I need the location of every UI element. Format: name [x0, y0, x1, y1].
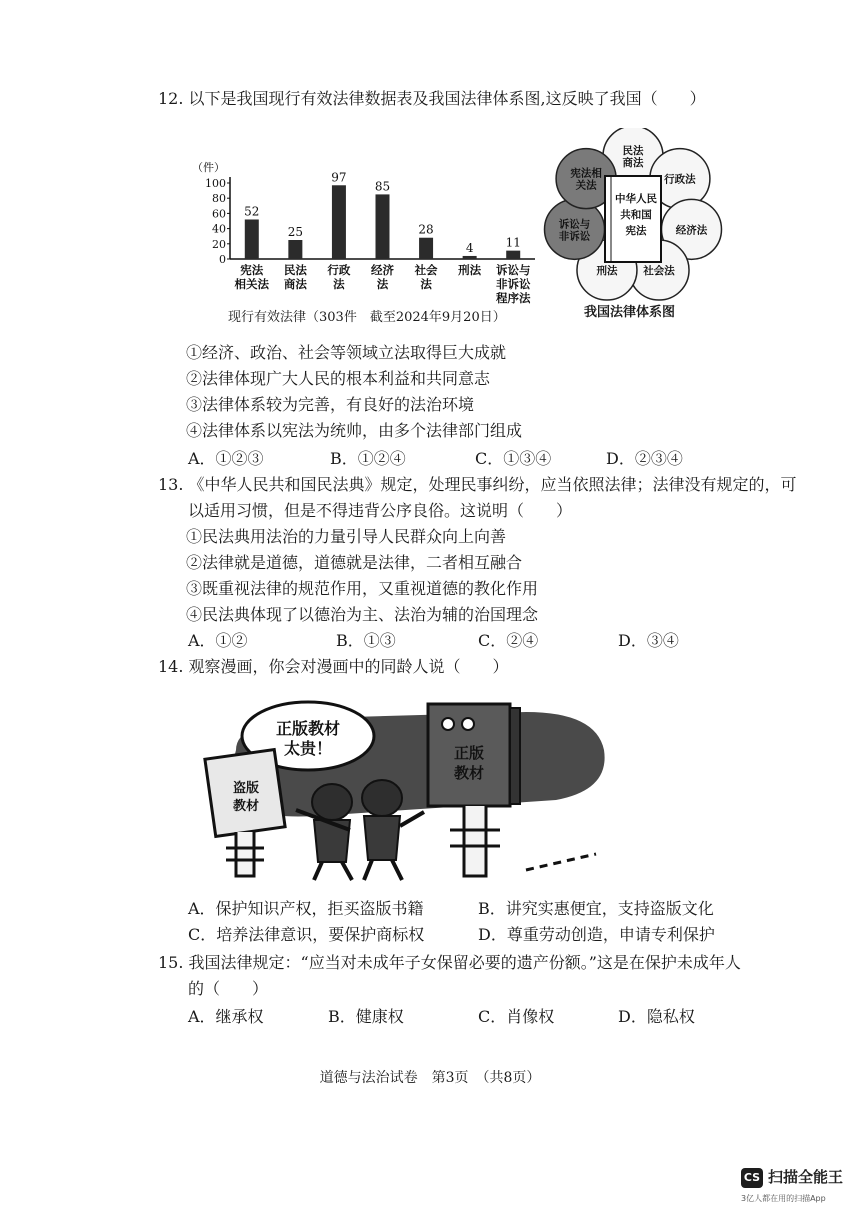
yuan-pillar-right	[464, 806, 486, 876]
category-label: 商法	[283, 277, 307, 291]
y-tick-label: 80	[212, 192, 226, 206]
bar-value-label: 4	[465, 240, 474, 255]
category-label: 程序法	[495, 291, 531, 305]
q15-stem-line1: 15. 我国法律规定：“应当对未成年子女保留必要的遗产份额。”这是在保护未成年人	[158, 953, 741, 972]
q14-option-c[interactable]: C．培养法律意识，要保护商标权	[188, 925, 425, 944]
constitution-label: 共和国	[620, 209, 652, 221]
camscanner-name: 扫描全能王	[768, 1168, 844, 1186]
q12-option-d[interactable]: D．②③④	[606, 449, 683, 468]
camscanner-logo-icon: CS	[741, 1168, 763, 1188]
piracy-cartoon	[196, 690, 616, 890]
bar-value-label: 52	[244, 204, 260, 219]
category-label: 法	[420, 277, 432, 291]
category-label: 法	[333, 277, 345, 291]
q12-option-b[interactable]: B．①②④	[330, 449, 406, 468]
q15-stem-line2: 的（ ）	[188, 979, 269, 998]
q12-stem: 12. 以下是我国现行有效法律数据表及我国法律体系图,这反映了我国（ ）	[158, 89, 706, 108]
q14-stem: 14. 观察漫画，你会对漫画中的同龄人说（ ）	[158, 657, 509, 676]
cartoon-bubble-line1: 正版教材	[275, 719, 341, 738]
bar	[506, 251, 520, 259]
q14-option-a[interactable]: A．保护知识产权，拒买盗版书籍	[188, 899, 424, 918]
bar	[419, 238, 433, 259]
pirated-book-line2: 教材	[232, 799, 260, 814]
constitution-label: 宪法	[625, 225, 647, 237]
q12-statement-1: ①经济、政治、社会等领域立法取得巨大成就	[186, 343, 507, 362]
law-branch-label: 非诉讼	[558, 230, 591, 243]
bar	[376, 194, 390, 259]
category-label: 社会	[414, 263, 438, 277]
bar-value-label: 11	[505, 235, 521, 250]
q13-option-d[interactable]: D．③④	[618, 631, 679, 650]
category-label: 非诉讼	[495, 277, 531, 291]
category-label: 行政	[327, 263, 351, 277]
q12-statement-4: ④法律体系以宪法为统帅，由多个法律部门组成	[186, 421, 523, 440]
q13-statement-1: ①民法典用法治的力量引导人民群众向上向善	[186, 527, 507, 546]
q15-option-a[interactable]: A．继承权	[188, 1007, 264, 1026]
law-branch-label: 商法	[622, 157, 644, 169]
law-bar-chart	[188, 155, 548, 325]
q12-option-c[interactable]: C．①③④	[475, 449, 552, 468]
q13-option-b[interactable]: B．①③	[336, 631, 396, 650]
q15-option-b[interactable]: B．健康权	[328, 1007, 404, 1026]
category-label: 民法	[283, 263, 307, 277]
footprint-trail	[526, 854, 596, 870]
law-branch-label: 关法	[575, 179, 597, 192]
category-label: 相关法	[234, 277, 270, 291]
law-branch-label: 经济法	[675, 224, 708, 237]
law-branch-label: 民法	[622, 145, 644, 157]
yuan-pillar-left	[236, 832, 254, 876]
law-branch-label: 社会法	[643, 265, 675, 278]
diagram-caption: 我国法律体系图	[584, 305, 676, 320]
q15-option-c[interactable]: C．肖像权	[478, 1007, 555, 1026]
law-branch-label: 刑法	[596, 265, 618, 278]
bar-value-label: 97	[331, 170, 347, 185]
bar	[332, 185, 346, 259]
y-tick-label: 40	[212, 222, 226, 236]
q13-statement-4: ④民法典体现了以德治为主、法治为辅的治国理念	[186, 605, 539, 624]
category-label: 法	[376, 277, 389, 291]
q13-stem-line2: 以适用习惯，但是不得违背公序良俗。这说明（ ）	[188, 501, 573, 520]
q13-option-c[interactable]: C．②④	[478, 631, 539, 650]
genuine-book-line1: 正版	[453, 744, 485, 762]
y-tick-label: 60	[212, 207, 226, 221]
category-label: 诉讼与	[495, 263, 531, 277]
bar	[245, 219, 259, 259]
q13-stem-line1: 13. 《中华人民共和国民法典》规定，处理民事纠纷，应当依照法律；法律没有规定的，可	[158, 475, 797, 494]
q12-option-a[interactable]: A．①②③	[188, 449, 264, 468]
law-branch-label: 行政法	[664, 173, 696, 186]
category-label: 刑法	[458, 263, 482, 277]
page-footer: 道德与法治试卷 第3页 （共8页）	[319, 1070, 541, 1086]
q12-statement-2: ②法律体现广大人民的根本利益和共同意志	[186, 369, 491, 388]
bar-value-label: 25	[287, 225, 303, 239]
q13-statement-3: ③既重视法律的规范作用，又重视道德的教化作用	[186, 579, 539, 598]
y-tick-label: 0	[219, 253, 226, 266]
bar-value-label: 85	[374, 179, 391, 194]
pirated-book-line1: 盗版	[232, 781, 260, 796]
constitution-label: 中华人民	[615, 193, 657, 205]
q15-option-d[interactable]: D．隐私权	[618, 1007, 695, 1026]
q12-statement-3: ③法律体系较为完善，有良好的法治环境	[186, 395, 475, 414]
law-system-diagram	[543, 128, 723, 308]
law-branch-label: 诉讼与	[558, 218, 591, 231]
chart-title: 现行有效法律（303件 截至2024年9月20日）	[228, 310, 506, 325]
genuine-book-line2: 教材	[453, 764, 485, 782]
q14-option-b[interactable]: B．讲究实惠便宜，支持盗版文化	[478, 899, 714, 918]
y-axis-label: （件）	[192, 161, 225, 174]
category-label: 经济	[371, 263, 394, 277]
cartoon-bubble-line2: 太贵！	[283, 739, 333, 758]
camscanner-tagline: 3亿人都在用的扫描App	[741, 1194, 826, 1203]
q14-option-d[interactable]: D．尊重劳动创造，申请专利保护	[478, 925, 715, 944]
q13-statement-2: ②法律就是道德，道德就是法律，二者相互融合	[186, 553, 523, 572]
bar-value-label: 28	[418, 222, 434, 237]
y-tick-label: 100	[205, 177, 226, 190]
category-label: 宪法	[240, 263, 264, 277]
bar	[463, 256, 477, 259]
q13-option-a[interactable]: A．①②	[188, 631, 248, 650]
bar	[288, 240, 302, 259]
y-tick-label: 20	[212, 237, 226, 251]
law-branch-label: 宪法相	[570, 167, 602, 180]
